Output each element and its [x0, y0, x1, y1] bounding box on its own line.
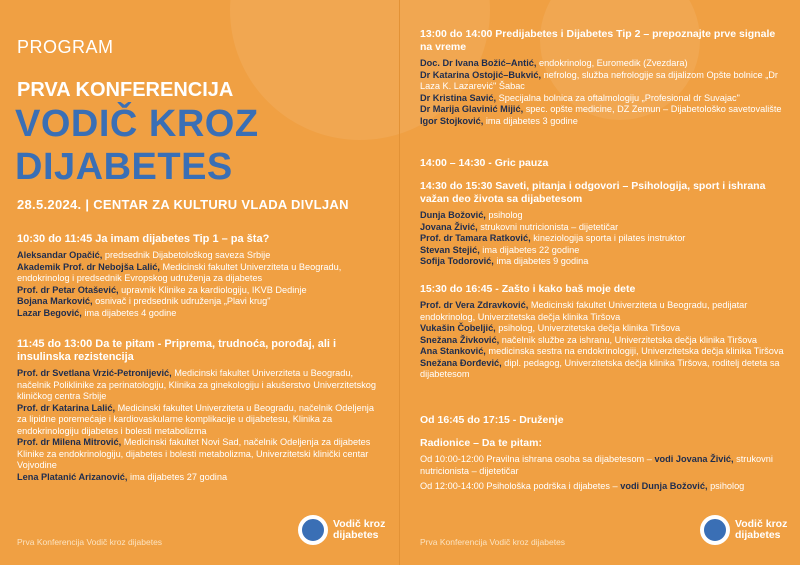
conference-title-line1: VODIČ KROZ — [15, 103, 259, 145]
speaker-name: Stevan Stejić, — [420, 244, 480, 255]
speaker-entry — [420, 323, 790, 335]
right-page — [400, 0, 800, 565]
speaker-name: Dr Marija Glavinić Mijić, — [420, 104, 524, 114]
workshop-desc: Od 10:00-12:00 Pravilna ishrana osoba sa dijabetesom – — [420, 454, 655, 464]
speaker-entry — [420, 222, 790, 234]
speaker-entry — [420, 300, 790, 323]
logo-text: Vodič kroz dijabetes — [333, 518, 386, 541]
workshop-leader-role: strukovni nutricionista – dijetetičar — [420, 454, 773, 476]
speaker-role: endokrinolog, Euromedik (Zvezdara) — [536, 58, 688, 68]
speaker-entry — [420, 104, 790, 116]
speaker-name: Vukašin Čobeljić, — [420, 323, 496, 333]
speaker-role: spec. opšte medicine, DZ Zemun – Dijabetološko savetovalište — [523, 104, 782, 114]
speaker-name: Bojana Marković, — [17, 296, 93, 306]
speaker-role: predsednik Dijabetološkog saveza Srbije — [102, 250, 271, 260]
speaker-role: upravnik Klinike za kardiologiju, IKVB Dedinje — [118, 284, 307, 295]
speaker-name: Lazar Begović, — [17, 307, 82, 318]
speaker-name: Sofija Todorović, — [420, 256, 494, 266]
session-block — [17, 233, 385, 319]
speaker-name: Prof. dr Petar Otašević, — [17, 284, 119, 295]
speaker-entry — [420, 58, 790, 70]
logo-circle-icon — [298, 515, 328, 545]
session-title: 15:30 do 16:45 - Zašto i kako baš moje dete — [420, 283, 636, 295]
speaker-entry — [17, 403, 385, 438]
footer-text: Prva Konferencija Vodič kroz dijabetes — [17, 537, 163, 547]
speaker-entry — [420, 245, 790, 257]
session-block — [420, 157, 790, 170]
session-block — [17, 338, 385, 483]
speaker-entry — [17, 285, 385, 297]
session-block — [420, 437, 790, 493]
session-title: 14:00 – 14:30 - Gric pauza — [420, 157, 549, 169]
speaker-name: Dr Kristina Savić, — [420, 92, 497, 103]
conference-title-line2: DIJABETES — [15, 146, 233, 188]
speaker-entry — [17, 250, 385, 262]
speaker-role: Specijalna bolnica za oftalmologiju „Profesional dr Suvajac" — [496, 92, 740, 103]
speaker-name: Doc. Dr Ivana Božić–Antić, — [420, 58, 537, 68]
footer-text: Prva Konferencija Vodič kroz dijabetes — [420, 537, 566, 547]
session-block — [420, 283, 790, 381]
speaker-role: strukovni nutricionista – dijetetičar — [477, 221, 619, 232]
speaker-role: Medicinski fakultet Univerziteta u Beogradu, endokrinolog i predsednik Evropskog udruženja za dijabetes — [17, 261, 342, 283]
logo-circle-icon — [700, 515, 730, 545]
speaker-entry — [420, 116, 790, 128]
session-block — [420, 180, 790, 268]
speaker-name: Prof. dr Svetlana Vrzić-Petronijević, — [17, 368, 172, 378]
speaker-name: Lena Platanić Arizanović, — [17, 471, 128, 482]
speaker-role: psiholog — [485, 210, 523, 220]
session-title: Od 16:45 do 17:15 - Druženje — [420, 414, 564, 426]
speaker-role: ima dijabetes 22 godine — [479, 244, 580, 255]
speaker-role: dipl. pedagog, Univerzitetska dečja klinika Tiršova, roditelj deteta sa dijabetesom — [420, 357, 780, 379]
speaker-name: Dr Katarina Ostojić–Bukvić, — [420, 69, 542, 80]
speaker-name: Prof. dr Katarina Lalić, — [17, 402, 116, 413]
speaker-role: načelnik službe za ishranu, Univerzitetska dečja klinika Tiršova — [499, 334, 758, 345]
speaker-entry — [17, 308, 385, 320]
speaker-role: psiholog, Univerzitetska dečja klinika Tiršova — [495, 323, 681, 333]
speaker-entry — [17, 296, 385, 308]
speaker-name: Aleksandar Opačić, — [17, 250, 103, 260]
speaker-name: Prof. dr Milena Mitrović, — [17, 437, 122, 447]
workshop-leader-role: psiholog — [707, 481, 745, 491]
workshop-leader: vodi Jovana Živić, — [654, 454, 734, 464]
speaker-role: ima dijabetes 27 godina — [127, 471, 228, 482]
speaker-name: Snežana Đorđević, — [420, 357, 502, 368]
speaker-name: Igor Stojković, — [420, 115, 484, 126]
conference-logo — [298, 515, 393, 545]
speaker-role: ima dijabetes 9 godina — [493, 256, 589, 266]
speaker-entry — [17, 262, 385, 285]
speaker-role: Medicinski fakultet Novi Sad, načelnik Odeljenja za dijabetes Klinike za endokrinologiju, dijabetes i bolesti metabolizma, Univerzitetski klinički centar Vojvodine — [17, 437, 371, 470]
speaker-role: ima dijabetes 3 godine — [483, 115, 578, 126]
workshop-entry — [420, 454, 790, 477]
session-title: Radionice – Da te pitam: — [420, 437, 542, 449]
speaker-role: nefrolog, služba nefrologije sa dijalizom Opšte bolnice „Dr Laza K. Lazarević" Šabac — [420, 69, 778, 91]
speaker-entry — [17, 472, 385, 484]
speaker-entry — [420, 210, 790, 222]
session-block — [420, 414, 790, 427]
speaker-entry — [420, 233, 790, 245]
speaker-entry — [420, 70, 790, 93]
speaker-entry — [420, 335, 790, 347]
speaker-entry — [17, 437, 385, 472]
workshop-desc: Od 12:00-14:00 Psihološka podrška i dijabetes – — [420, 481, 621, 491]
workshop-entry — [420, 481, 790, 493]
speaker-entry — [17, 368, 385, 403]
speaker-name: Akademik Prof. dr Nebojša Lalić, — [17, 261, 160, 272]
date-venue: 28.5.2024. | CENTAR ZA KULTURU VLADA DIVLJAN — [17, 197, 349, 212]
session-title: 13:00 do 14:00 Predijabetes i Dijabetes Tip 2 – prepoznajte prve signale na vreme — [420, 28, 776, 53]
speaker-name: Prof. dr Vera Zdravković, — [420, 300, 529, 310]
session-title: 11:45 do 13:00 Da te pitam - Priprema, trudnoća, porođaj, ali i insulinska rezistencija — [17, 338, 337, 363]
speaker-role: kineziologija sporta i pilates instruktor — [530, 233, 686, 243]
speaker-entry — [420, 93, 790, 105]
logo-text: Vodič kroz dijabetes — [735, 518, 788, 541]
speaker-name: Snežana Živković, — [420, 334, 500, 345]
speaker-entry — [420, 346, 790, 358]
session-title: 14:30 do 15:30 Saveti, pitanja i odgovori – Psihologija, sport i ishrana važan deo života sa dijabetesom — [420, 180, 766, 205]
speaker-name: Prof. dr Tamara Ratković, — [420, 233, 531, 243]
speaker-role: osnivač i predsednik udruženja „Plavi krug" — [92, 296, 271, 306]
workshop-leader: vodi Dunja Božović, — [620, 481, 708, 491]
conference-subtitle: PRVA KONFERENCIJA — [17, 79, 234, 101]
speaker-name: Ana Stanković, — [420, 346, 486, 356]
speaker-role: Medicinski fakultet Univerziteta u Beogradu, načelnik Poliklinike za perinatologiju, Klinika za ginekologiju i akušerstvo Univerzitetskog kliničkog centra Srbije — [17, 368, 377, 401]
session-block — [420, 28, 790, 127]
speaker-entry — [420, 358, 790, 381]
session-title: 10:30 do 11:45 Ja imam dijabetes Tip 1 – pa šta? — [17, 233, 270, 245]
speaker-role: ima dijabetes 4 godine — [81, 307, 177, 318]
speaker-name: Jovana Živić, — [420, 221, 478, 232]
speaker-name: Dunja Božović, — [420, 210, 486, 220]
program-label: PROGRAM — [17, 37, 114, 57]
speaker-role: Medicinski fakultet Univerziteta u Beogradu, pedijatar endokrinolog, Univerzitetska dečja klinika Tiršova — [420, 300, 748, 322]
conference-logo — [700, 515, 795, 545]
speaker-entry — [420, 256, 790, 268]
speaker-role: Medicinski fakultet Univerziteta u Beogradu, načelnik Odeljenja za lipidne poremećaje i kardiovaskularne komplikacije u dijabetesu, Klinika za endokrinologiju dijabetes i bolesti metabolizma — [17, 402, 374, 436]
speaker-role: medicinska sestra na endokrinologiji, Univerzitetska dečja klinika Tiršova — [485, 346, 784, 356]
